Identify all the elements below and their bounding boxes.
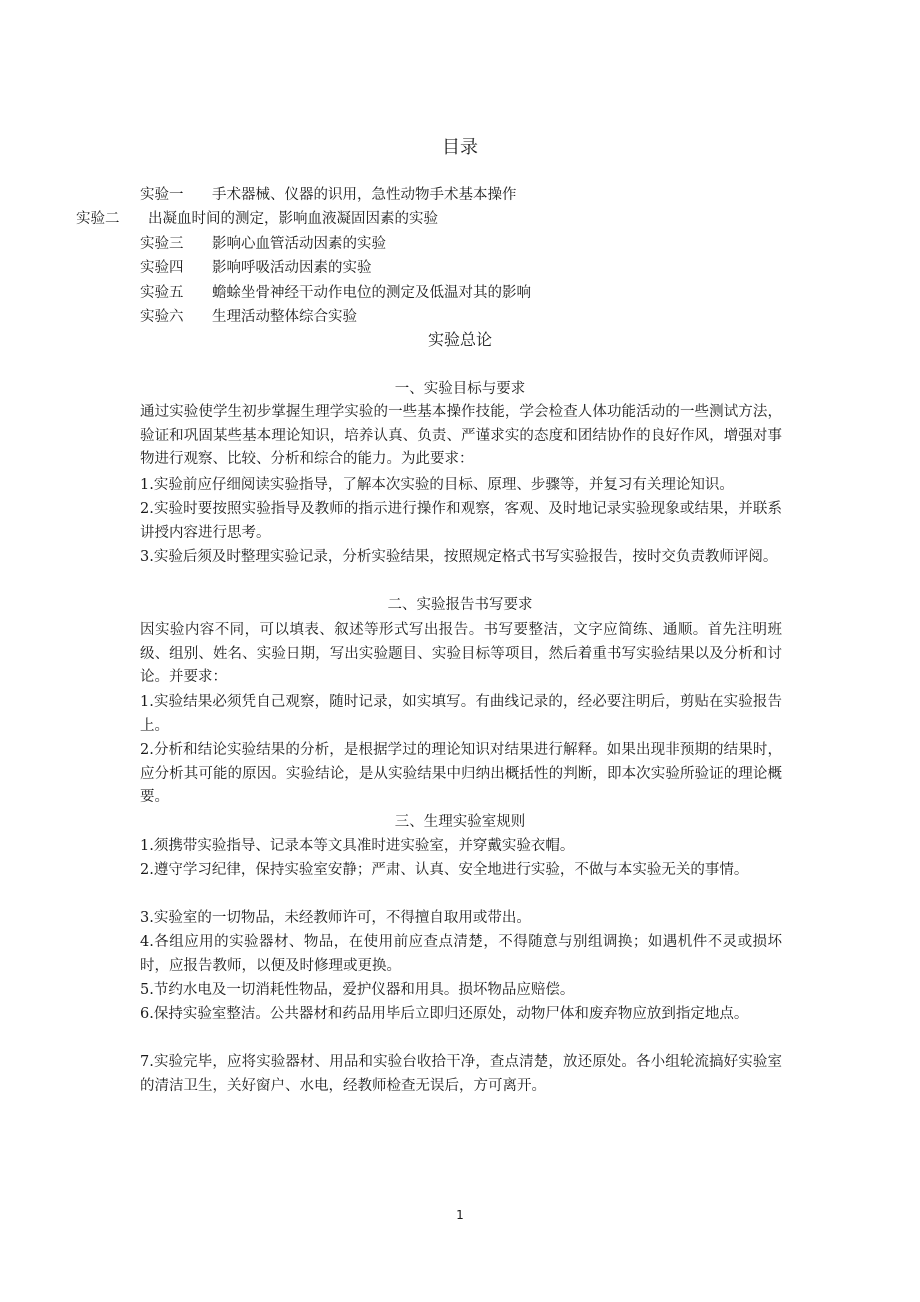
toc-item	[76, 208, 438, 230]
section-heading: 一、实验目标与要求	[394, 381, 526, 397]
toc-item-number: 实验四	[140, 260, 184, 276]
page-number: 1	[456, 1208, 464, 1222]
list-item: 1.实验前应仔细阅读实验指导，了解本次实验的目标、原理、步骤等，并复习有关理论知识。	[140, 477, 734, 493]
list-item: 7.实验完毕，应将实验器材、用品和实验台收拾干净，查点清楚，放还原处。各小组轮流搞好实验室的清洁卫生，关好窗户、水电，经教师检查无误后，方可离开。	[140, 1054, 782, 1094]
toc-item-number: 实验一	[140, 187, 184, 203]
toc-item	[140, 233, 386, 255]
section-heading: 三、生理实验室规则	[394, 814, 526, 830]
toc-item-text: 手术器械、仪器的识用，急性动物手术基本操作	[212, 187, 517, 203]
toc-item-number: 实验六	[140, 309, 184, 325]
list-item: 2.实验时要按照实验指导及教师的指示进行操作和观察，客观、及时地记录实验现象或结果，并联系讲授内容进行思考。	[140, 501, 782, 541]
toc-item-text: 生理活动整体综合实验	[212, 309, 357, 325]
list-item: 1.实验结果必须凭自己观察，随时记录，如实填写。有曲线记录的，经必要注明后，剪贴在实验报告上。	[140, 694, 782, 734]
toc-item-number: 实验三	[140, 236, 184, 252]
toc-item-text: 影响呼吸活动因素的实验	[212, 260, 372, 276]
list-item: 4.各组应用的实验器材、物品，在使用前应查点清楚，不得随意与别组调换；如遇机件不灵或损坏时，应报告教师，以便及时修理或更换。	[140, 934, 782, 974]
paragraph: 因实验内容不同，可以填表、叙述等形式写出报告。书写要整洁，文字应简练、通顺。首先注明班级、组别、姓名、实验日期，写出实验题目、实验目标等项目，然后着重书写实验结果以及分析和讨论。并要求：	[140, 622, 782, 686]
section-title: 实验总论	[427, 330, 492, 349]
toc-item-text: 出凝血时间的测定，影响血液凝固因素的实验	[148, 211, 438, 227]
toc-item	[140, 282, 531, 304]
toc-item-number: 实验二	[76, 211, 120, 227]
toc-item	[140, 257, 372, 279]
toc-title: 目录	[442, 137, 478, 158]
list-item: 3.实验室的一切物品，未经教师许可，不得擅自取用或带出。	[140, 910, 531, 926]
list-item: 2.分析和结论实验结果的分析，是根据学过的理论知识对结果进行解释。如果出现非预期的结果时，应分析其可能的原因。实验结论，是从实验结果中归纳出概括性的判断，即本次实验所验证的理论概要。	[140, 742, 782, 806]
toc-item	[140, 184, 517, 206]
toc-item	[140, 306, 357, 328]
paragraph: 通过实验使学生初步掌握生理学实验的一些基本操作技能，学会检查人体功能活动的一些测试方法，验证和巩固某些基本理论知识，培养认真、负责、严谨求实的态度和团结协作的良好作风，增强对事物进行观察、比较、分析和综合的能力。为此要求：	[140, 404, 782, 468]
list-item: 5.节约水电及一切消耗性物品，爱护仪器和用具。损坏物品应赔偿。	[140, 982, 575, 998]
section-heading: 二、实验报告书写要求	[387, 597, 533, 613]
toc-item-text: 蟾蜍坐骨神经干动作电位的测定及低温对其的影响	[212, 285, 531, 301]
toc-item-number: 实验五	[140, 285, 184, 301]
list-item: 2.遵守学习纪律，保持实验室安静；严肃、认真、安全地进行实验，不做与本实验无关的事情。	[140, 862, 749, 878]
list-item: 3.实验后须及时整理实验记录，分析实验结果，按照规定格式书写实验报告，按时交负责教师评阅。	[140, 549, 778, 565]
toc-item-text: 影响心血管活动因素的实验	[212, 236, 386, 252]
list-item: 1.须携带实验指导、记录本等文具准时进实验室，并穿戴实验衣帽。	[140, 838, 575, 854]
list-item: 6.保持实验室整洁。公共器材和药品用毕后立即归还原处，动物尸体和废弃物应放到指定地点。	[140, 1006, 749, 1022]
